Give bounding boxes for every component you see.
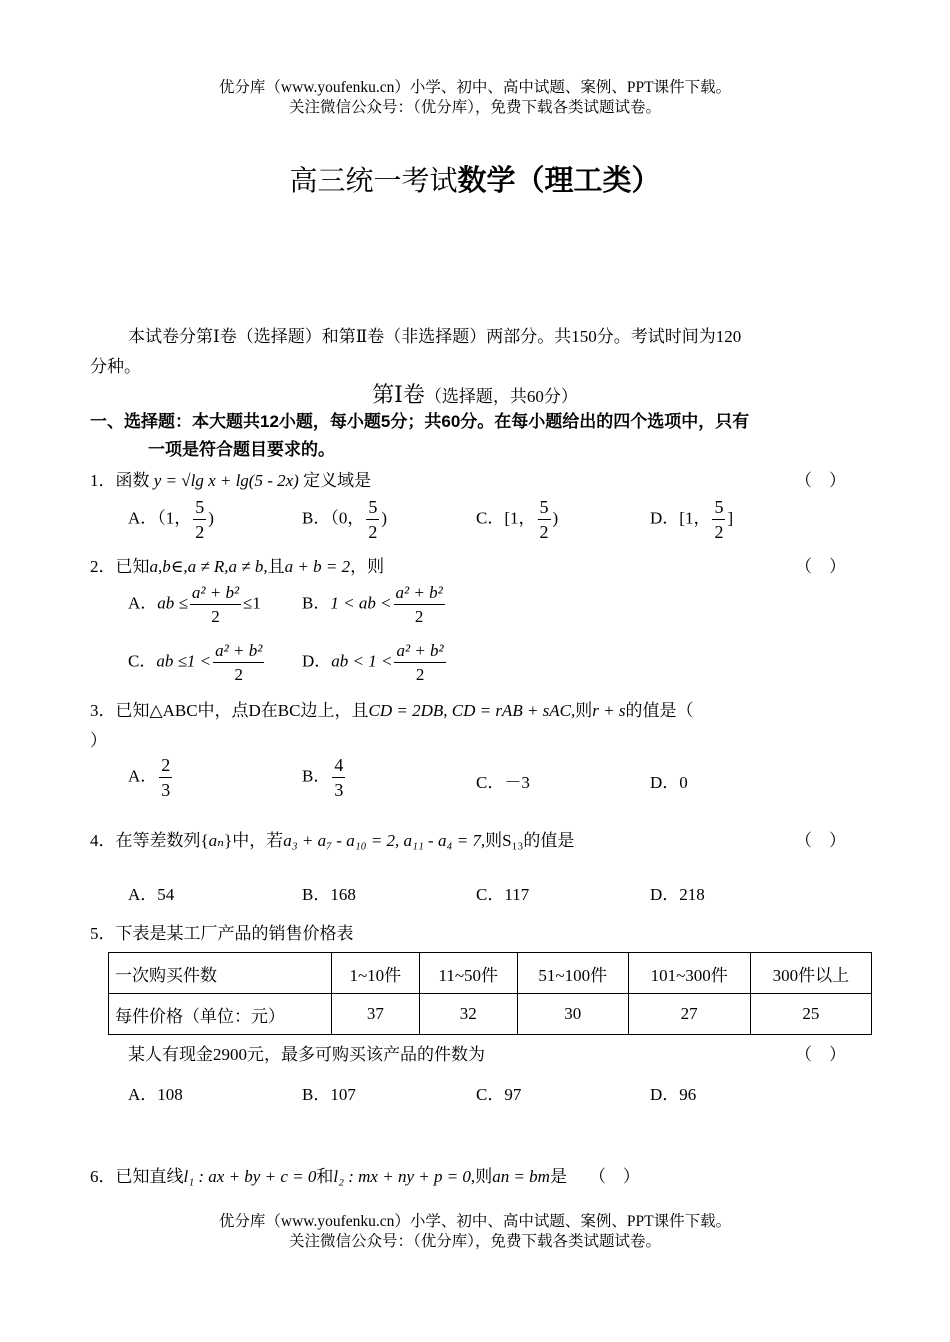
table-row — [109, 994, 872, 1035]
intro-line-2: 分种。 — [90, 357, 141, 376]
table-cell: 101~300件 — [628, 953, 750, 994]
q1-option-a-fraction — [193, 498, 206, 541]
q1-option-c-right: ) — [552, 508, 559, 528]
section-heading — [0, 378, 950, 409]
q1-option-d-label: D． — [650, 508, 680, 528]
part1-instructions — [90, 408, 880, 464]
q1-option-a-label: A． — [128, 508, 158, 528]
question-1 — [90, 466, 371, 491]
q4-option-d-value: 218 — [679, 885, 705, 904]
table-row — [109, 953, 872, 994]
q5-option-d — [650, 1080, 696, 1105]
q4-option-d-label: D． — [650, 885, 680, 904]
q3-option-b — [302, 756, 347, 799]
q4-number: 4． — [90, 831, 116, 850]
q5-option-a — [128, 1080, 183, 1105]
fraction-denominator: 2 — [195, 522, 205, 542]
fraction-numerator: a² + b² — [394, 642, 445, 663]
title-bold: 数学（理工类） — [457, 165, 661, 197]
q3-text: 已知△ABC中，点D在BC边上，且 — [115, 701, 369, 720]
q4-option-a — [128, 880, 174, 905]
q3-option-a-label: A． — [128, 766, 158, 786]
footer — [0, 1212, 950, 1252]
q6-answer-paren: （ ） — [588, 1167, 640, 1186]
q1-option-b-fraction — [366, 498, 379, 541]
fraction-denominator: 2 — [414, 607, 424, 626]
q6-text-end: 是 — [549, 1167, 567, 1186]
table-cell: 27 — [628, 994, 750, 1035]
q1-option-a-right: ) — [208, 508, 214, 528]
q1-option-d-left: [1， — [679, 508, 711, 528]
q2-option-c-pre: ab ≤1 < — [156, 651, 212, 671]
q6-text: 已知直线 — [115, 1167, 184, 1186]
q4-option-c-value: 117 — [504, 885, 530, 904]
q1-option-b-label: B． — [302, 508, 331, 528]
q2-number: 2． — [90, 557, 116, 576]
question-3 — [90, 696, 865, 721]
q4-option-b — [302, 880, 356, 905]
q4-formula-2: a₃ + a₇ - a₁₀ = 2, a₁₁ - a₄ = 7, — [283, 831, 486, 850]
q4-option-b-value: 168 — [330, 885, 356, 904]
q2-option-c-fraction — [213, 642, 264, 683]
section-title: 第Ⅰ卷 — [372, 382, 425, 407]
fraction-numerator: 2 — [159, 756, 172, 778]
fraction-numerator: 4 — [332, 756, 345, 778]
q1-text-after: 定义域是 — [303, 471, 372, 490]
q4-option-d — [650, 880, 705, 905]
q3-text-end: 的值是（ — [625, 701, 694, 720]
q3-option-a — [128, 756, 174, 799]
q3-option-c — [476, 768, 530, 793]
q1-option-d-right: ] — [727, 508, 734, 528]
q3-option-b-label: B． — [302, 766, 331, 786]
q3-option-a-fraction — [159, 756, 172, 799]
q5-option-a-label: A． — [128, 1085, 158, 1104]
q4-option-a-value: 54 — [157, 885, 175, 904]
fraction-numerator: 5 — [538, 498, 551, 520]
q2-option-a-label: A． — [128, 593, 158, 613]
q3-option-d-label: D． — [650, 773, 680, 792]
q6-number: 6． — [90, 1167, 116, 1186]
q2-option-b — [302, 584, 447, 625]
q5-option-b — [302, 1080, 356, 1105]
q2-option-b-label: B． — [302, 593, 331, 613]
q2-option-d-pre: ab < 1 < — [331, 651, 393, 671]
table-cell: 30 — [517, 994, 628, 1035]
q5-answer-paren: （ ） — [795, 1045, 846, 1064]
q4-formula: aₙ — [208, 831, 225, 850]
q5-option-b-value: 107 — [330, 1085, 356, 1104]
table-cell: 32 — [419, 994, 517, 1035]
q3-text-after: 则 — [575, 701, 593, 720]
header-line-2: 关注微信公众号：（优分库），免费下载各类试题试卷。 — [288, 99, 661, 116]
q5-option-d-value: 96 — [679, 1085, 697, 1104]
intro-line-1: 本试卷分第Ⅰ卷（选择题）和第Ⅱ卷（非选择题）两部分。共150分。考试时间为120 — [128, 327, 742, 346]
fraction-numerator: a² + b² — [190, 584, 241, 605]
q1-option-b-left: （0， — [330, 508, 365, 528]
table-cell: 300件以上 — [750, 953, 871, 994]
q5-option-d-label: D． — [650, 1085, 680, 1104]
q2-option-a-post: ≤1 — [243, 593, 261, 613]
q3-option-d — [650, 768, 688, 793]
q3-option-c-value: －3 — [504, 773, 530, 792]
footer-line-2: 关注微信公众号：（优分库），免费下载各类试题试卷。 — [288, 1233, 661, 1250]
q3-option-b-fraction — [332, 756, 345, 799]
intro — [90, 322, 865, 382]
q2-text-mid: 且 — [267, 557, 285, 576]
question-2 — [90, 552, 384, 577]
q1-option-d — [650, 498, 733, 541]
q5-number: 5． — [90, 924, 116, 943]
price-table — [108, 952, 872, 1035]
table-cell: 25 — [750, 994, 871, 1035]
q2-option-a-pre: ab ≤ — [157, 593, 188, 613]
q1-formula: y = √lg x + lg(5 - 2x) — [153, 471, 299, 490]
q2-answer-paren: （ ） — [795, 557, 846, 576]
q6-formula-2: l₂ : mx + ny + p = 0, — [333, 1167, 476, 1186]
fraction-denominator: 3 — [334, 780, 344, 800]
q1-number: 1． — [90, 471, 116, 490]
fraction-numerator: 5 — [712, 498, 725, 520]
table-cell: 11~50件 — [419, 953, 517, 994]
table-cell: 51~100件 — [517, 953, 628, 994]
question-6 — [90, 1162, 640, 1187]
q6-text-mid: 和 — [316, 1167, 334, 1186]
q2-option-c-label: C． — [128, 651, 157, 671]
q5-text: 下表是某工厂产品的销售价格表 — [115, 924, 354, 943]
q5-option-b-label: B． — [302, 1085, 331, 1104]
q2-formula: a,b∈,a ≠ R,a ≠ b, — [149, 557, 268, 576]
table-cell: 每件价格（单位：元） — [109, 994, 332, 1035]
question-4 — [90, 826, 574, 851]
q2-text: 已知 — [115, 557, 150, 576]
question-5 — [90, 919, 354, 944]
fraction-numerator: a² + b² — [394, 584, 445, 605]
q1-option-c-label: C． — [476, 508, 505, 528]
q1-option-a — [128, 498, 214, 541]
page-title — [0, 158, 950, 199]
q2-option-a-fraction — [190, 584, 241, 625]
q1-text: 函数 — [115, 471, 150, 490]
q1-option-c-left: [1， — [504, 508, 536, 528]
q1-option-b — [302, 498, 387, 541]
fraction-denominator: 2 — [234, 665, 243, 684]
q4-text-mid: }中，若 — [224, 831, 284, 850]
table-cell: 1~10件 — [332, 953, 420, 994]
fraction-denominator: 2 — [211, 607, 220, 626]
header-line-1: 优分库（www.youfenku.cn）小学、初中、高中试题、案例、PPT课件下载。 — [218, 79, 732, 96]
q5-option-c — [476, 1080, 521, 1105]
q2-option-b-fraction — [394, 584, 445, 625]
part1-line-2: 一项是符合题目要求的。 — [148, 440, 335, 459]
q4-option-a-label: A． — [128, 885, 158, 904]
q4-answer-paren: （ ） — [795, 831, 846, 850]
fraction-denominator: 2 — [415, 665, 425, 684]
q6-formula: l₁ : ax + by + c = 0 — [183, 1167, 317, 1186]
q2-option-d — [302, 642, 448, 683]
section-subtitle: （选择题，共60分） — [424, 387, 578, 406]
q4-option-c — [476, 880, 529, 905]
q3-option-c-label: C． — [476, 773, 505, 792]
q2-text-after: ，则 — [350, 557, 385, 576]
table-cell: 一次购买件数 — [109, 953, 332, 994]
fraction-denominator: 2 — [539, 522, 549, 542]
q2-option-a — [128, 584, 261, 625]
q3-line-2: ） — [90, 731, 107, 750]
q5-option-c-value: 97 — [504, 1085, 522, 1104]
q3-formula: CD = 2DB, CD = rAB + sAC, — [368, 701, 576, 720]
table-cell: 37 — [332, 994, 420, 1035]
q1-option-a-left: （1， — [157, 508, 192, 528]
fraction-numerator: a² + b² — [213, 642, 264, 663]
fraction-denominator: 2 — [714, 522, 724, 542]
q6-text-after: 则 — [475, 1167, 493, 1186]
q3-option-d-value: 0 — [679, 773, 688, 792]
q4-text: 在等差数列{ — [115, 831, 209, 850]
part1-line-1: 一、选择题：本大题共12小题，每小题5分；共60分。在每小题给出的四个选项中，只有 — [90, 412, 750, 431]
q6-formula-3: an = bm — [492, 1167, 550, 1186]
fraction-numerator: 5 — [193, 498, 206, 520]
q5-question: 某人有现金2900元，最多可购买该产品的件数为 — [128, 1045, 485, 1064]
title-normal: 高三统一考试 — [289, 166, 458, 197]
q1-option-d-fraction — [712, 498, 725, 541]
q2-option-d-label: D． — [302, 651, 332, 671]
q2-option-b-pre: 1 < ab < — [330, 593, 392, 613]
header — [0, 78, 950, 118]
fraction-denominator: 3 — [161, 780, 171, 800]
q4-option-b-label: B． — [302, 885, 331, 904]
q1-answer-paren: （ ） — [795, 471, 846, 490]
q3-number: 3． — [90, 701, 116, 720]
q1-option-c — [476, 498, 558, 541]
footer-line-1: 优分库（www.youfenku.cn）小学、初中、高中试题、案例、PPT课件下载。 — [218, 1213, 732, 1230]
q3-formula-2: r + s — [592, 701, 626, 720]
q5-option-c-label: C． — [476, 1085, 505, 1104]
q4-text-after: 则S₁₃的值是 — [485, 831, 575, 850]
fraction-denominator: 2 — [368, 522, 378, 542]
q4-option-c-label: C． — [476, 885, 505, 904]
q2-formula-2: a + b = 2 — [284, 557, 351, 576]
fraction-numerator: 5 — [366, 498, 379, 520]
q1-option-b-right: ) — [381, 508, 388, 528]
q1-option-c-fraction — [538, 498, 551, 541]
q5-option-a-value: 108 — [157, 1085, 183, 1104]
q2-option-d-fraction — [394, 642, 445, 683]
q2-option-c — [128, 642, 266, 683]
